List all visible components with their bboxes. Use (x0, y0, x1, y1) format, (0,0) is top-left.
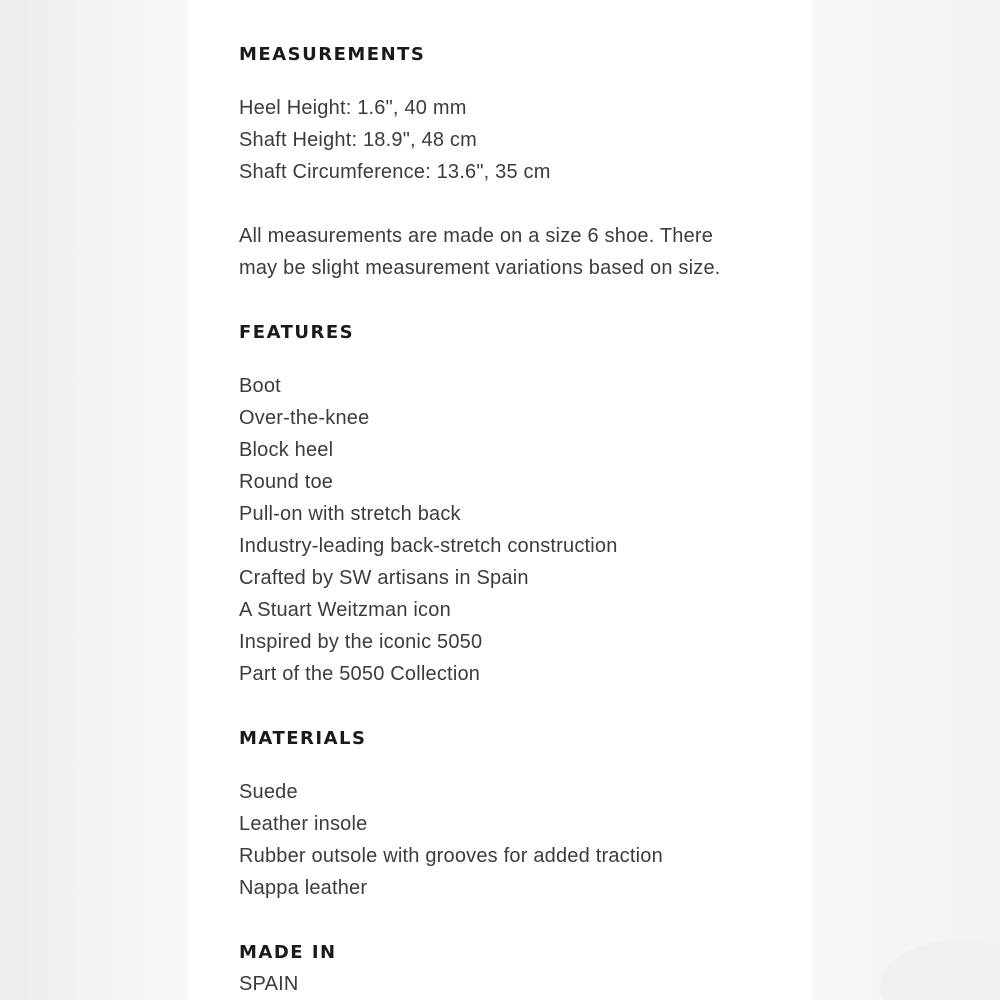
feature-item: Industry-leading back-stretch construction (239, 535, 618, 557)
feature-item: Crafted by SW artisans in Spain (239, 567, 529, 589)
background-shape (880, 940, 1000, 1000)
made-in-value: SPAIN (239, 973, 299, 995)
material-item: Nappa leather (239, 877, 368, 899)
measurement-note-line-2: may be slight measurement variations based on size. (239, 257, 721, 279)
measurement-shaft-circumference: Shaft Circumference: 13.6", 35 cm (239, 161, 551, 183)
feature-item: Part of the 5050 Collection (239, 663, 481, 685)
measurement-heel-height: Heel Height: 1.6", 40 mm (239, 97, 467, 119)
measurements-heading: MEASUREMENTS (239, 44, 426, 65)
feature-item: Boot (239, 375, 281, 397)
materials-heading: MATERIALS (239, 728, 367, 749)
material-item: Leather insole (239, 813, 368, 835)
feature-item: Block heel (239, 439, 334, 461)
feature-item: Pull-on with stretch back (239, 503, 461, 525)
measurement-note-line-1: All measurements are made on a size 6 shoe. There (239, 225, 714, 247)
measurement-shaft-height: Shaft Height: 18.9", 48 cm (239, 129, 477, 151)
feature-item: A Stuart Weitzman icon (239, 599, 451, 621)
feature-item: Over-the-knee (239, 407, 370, 429)
features-heading: FEATURES (239, 322, 355, 343)
feature-item: Round toe (239, 471, 334, 493)
made-in-heading: MADE IN (239, 942, 337, 963)
material-item: Rubber outsole with grooves for added traction (239, 845, 663, 867)
feature-item: Inspired by the iconic 5050 (239, 631, 483, 653)
material-item: Suede (239, 781, 298, 803)
